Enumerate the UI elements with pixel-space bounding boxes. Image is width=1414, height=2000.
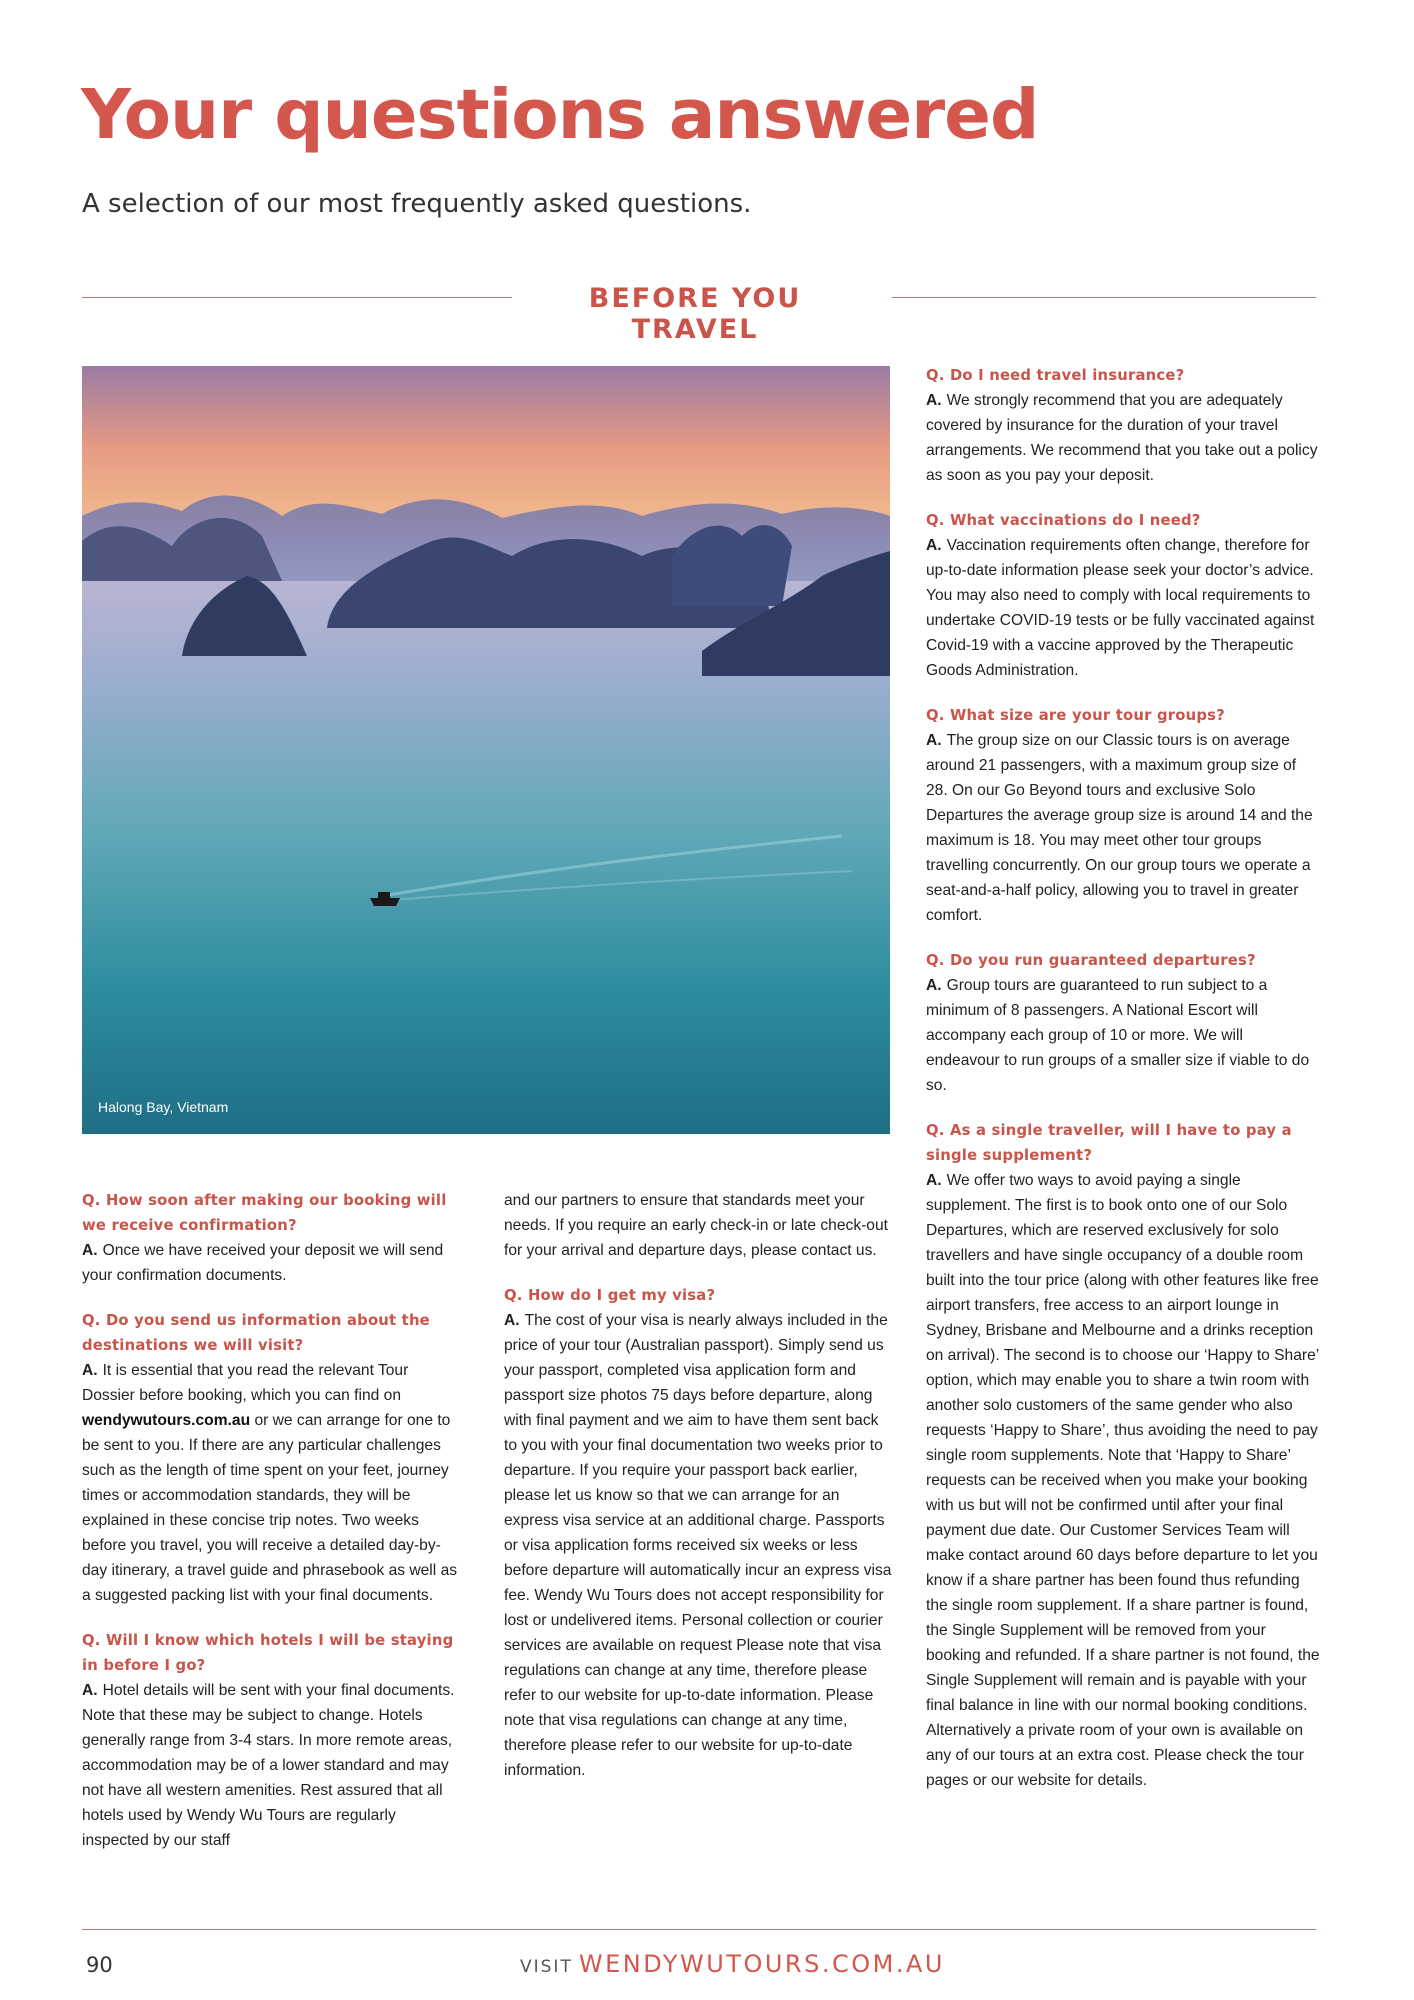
faq-answer: A. The group size on our Classic tours is on average around 21 passengers, with a maximum group size of 28. On our Go Beyond tours and exclusive Solo Departures the average group size is around 14 and the maximum is 18. You may meet other tour groups travelling concurrently. On our group tours we operate a seat-and-a-half policy, allowing you to travel in greater comfort. <box>926 732 1313 924</box>
section-divider-left <box>82 297 512 298</box>
footer-url[interactable]: WENDYWUTOURS.COM.AU <box>578 1950 945 1978</box>
faq-insurance <box>926 363 1320 488</box>
faq-information <box>82 1308 462 1608</box>
faq-answer: A. Once we have received your deposit we will send your confirmation documents. <box>82 1242 444 1284</box>
faq-question: Q. How soon after making our booking will we receive confirmation? <box>82 1192 447 1234</box>
boat <box>370 898 400 906</box>
faq-column-middle <box>504 1188 894 1803</box>
faq-question: Q. Will I know which hotels I will be staying in before I go? <box>82 1632 454 1674</box>
faq-departures <box>926 948 1320 1098</box>
faq-question: Q. What vaccinations do I need? <box>926 512 1201 529</box>
faq-answer: A. We strongly recommend that you are adequately covered by insurance for the duration of your travel arrangements. We recommend that you take out a policy as soon as you pay your deposit. <box>926 392 1318 484</box>
faq-visa <box>504 1283 894 1783</box>
faq-column-right <box>926 363 1320 1813</box>
faq-answer: A. The cost of your visa is nearly always included in the price of your tour (Australian passport). Simply send us your passport, completed visa application form and passport size photos 75 days before departure, along with final payment and we aim to have them sent back to you with your final documentation two weeks prior to departure. If you require your passport back earlier, please let us know so that we can arrange for an express visa service at an additional charge. Passports or visa application forms received six weeks or less before departure will automatically incur an express visa fee. Wendy Wu Tours does not accept responsibility for lost or undelivered items. Personal collection or courier services are available on request Please note that visa regulations can change at any time, therefore please refer to our website for up-to-date information. Please note that visa regulations can change at any time, therefore please refer to our website for up-to-date information. <box>504 1312 892 1779</box>
page-title: Your questions answered <box>81 75 1039 155</box>
halong-bay-photo <box>82 366 890 1134</box>
faq-column-left <box>82 1188 462 1873</box>
faq-confirmation <box>82 1188 462 1288</box>
halong-bay-illustration <box>82 366 890 1134</box>
footer-website[interactable] <box>520 1950 945 1978</box>
faq-group-size <box>926 703 1320 928</box>
footer-divider <box>82 1929 1316 1930</box>
faq-answer: A. We offer two ways to avoid paying a single supplement. The first is to book onto one of our Solo Departures, which are reserved exclusively for solo travellers and have single occupancy of a double room built into the tour price (along with other features like free airport transfers, free access to an airport lounge in Sydney, Brisbane and Melbourne and a drinks reception on arrival). The second is to choose our ‘Happy to Share’ option, which may enable you to share a twin room with another solo customers of the same gender who also requests ‘Happy to Share’, thus avoiding the need to pay single room supplements. Note that ‘Happy to Share’ requests can be received when you make your booking with us but will not be confirmed until after your final payment due date. Our Customer Services Team will make contact around 60 days before departure to let you know if a share partner has been found thus refunding the single room supplement. If a share partner is found, the Single Supplement will be removed from your booking and refunded. If a share partner is not found, the Single Supplement will remain and is payable with your final balance in line with our normal booking conditions. Alternatively a private room of your own is available on any of our tours at an extra cost. Please check the tour pages or our website for details. <box>926 1172 1320 1789</box>
faq-hotels-continued <box>504 1188 894 1263</box>
faq-question: Q. Do you send us information about the destinations we will visit? <box>82 1312 430 1354</box>
faq-answer-continued: and our partners to ensure that standards meet your needs. If you require an early check-in or late check-out for your arrival and departure days, please contact us. <box>504 1192 888 1259</box>
faq-question: Q. As a single traveller, will I have to pay a single supplement? <box>926 1122 1292 1164</box>
section-heading: BEFORE YOU TRAVEL <box>588 283 802 345</box>
faq-answer: A. Group tours are guaranteed to run subject to a minimum of 8 passengers. A National Escort will accompany each group of 10 or more. We will endeavour to run groups of a smaller size if viable to do so. <box>926 977 1310 1094</box>
boat-cabin <box>378 892 390 898</box>
faq-answer: A. It is essential that you read the relevant Tour Dossier before booking, which you can find on wendywutours.com.au or we can arrange for one to be sent to you. If there are any particular challenges such as the length of time spent on your feet, journey times or accommodation standards, they will be explained in these concise trip notes. Two weeks before you travel, you will receive a detailed day-by-day itinerary, a travel guide and phrasebook as well as a suggested packing list with your final documents. <box>82 1362 458 1604</box>
image-caption: Halong Bay, Vietnam <box>98 1099 229 1115</box>
faq-answer: A. Vaccination requirements often change, therefore for up-to-date information please seek your doctor’s advice. You may also need to comply with local requirements to undertake COVID-19 tests or be fully vaccinated against Covid-19 with a vaccine approved by the Therapeutic Goods Administration. <box>926 537 1315 679</box>
page-subtitle: A selection of our most frequently asked questions. <box>82 189 752 219</box>
faq-single <box>926 1118 1320 1793</box>
footer-visit-label: VISIT <box>520 1957 573 1977</box>
website-link[interactable]: wendywutours.com.au <box>82 1412 251 1429</box>
faq-question: Q. How do I get my visa? <box>504 1287 716 1304</box>
page-number: 90 <box>86 1953 113 1977</box>
faq-question: Q. Do I need travel insurance? <box>926 367 1185 384</box>
section-divider-right <box>892 297 1316 298</box>
faq-answer: A. Hotel details will be sent with your final documents. Note that these may be subject to change. Hotels generally range from 3-4 stars. In more remote areas, accommodation may be of a lower standard and may not have all western amenities. Rest assured that all hotels used by Wendy Wu Tours are regularly inspected by our staff <box>82 1682 455 1849</box>
faq-question: Q. What size are your tour groups? <box>926 707 1225 724</box>
faq-question: Q. Do you run guaranteed departures? <box>926 952 1256 969</box>
faq-hotels <box>82 1628 462 1853</box>
central-islands-far <box>672 525 792 606</box>
faq-vaccinations <box>926 508 1320 683</box>
